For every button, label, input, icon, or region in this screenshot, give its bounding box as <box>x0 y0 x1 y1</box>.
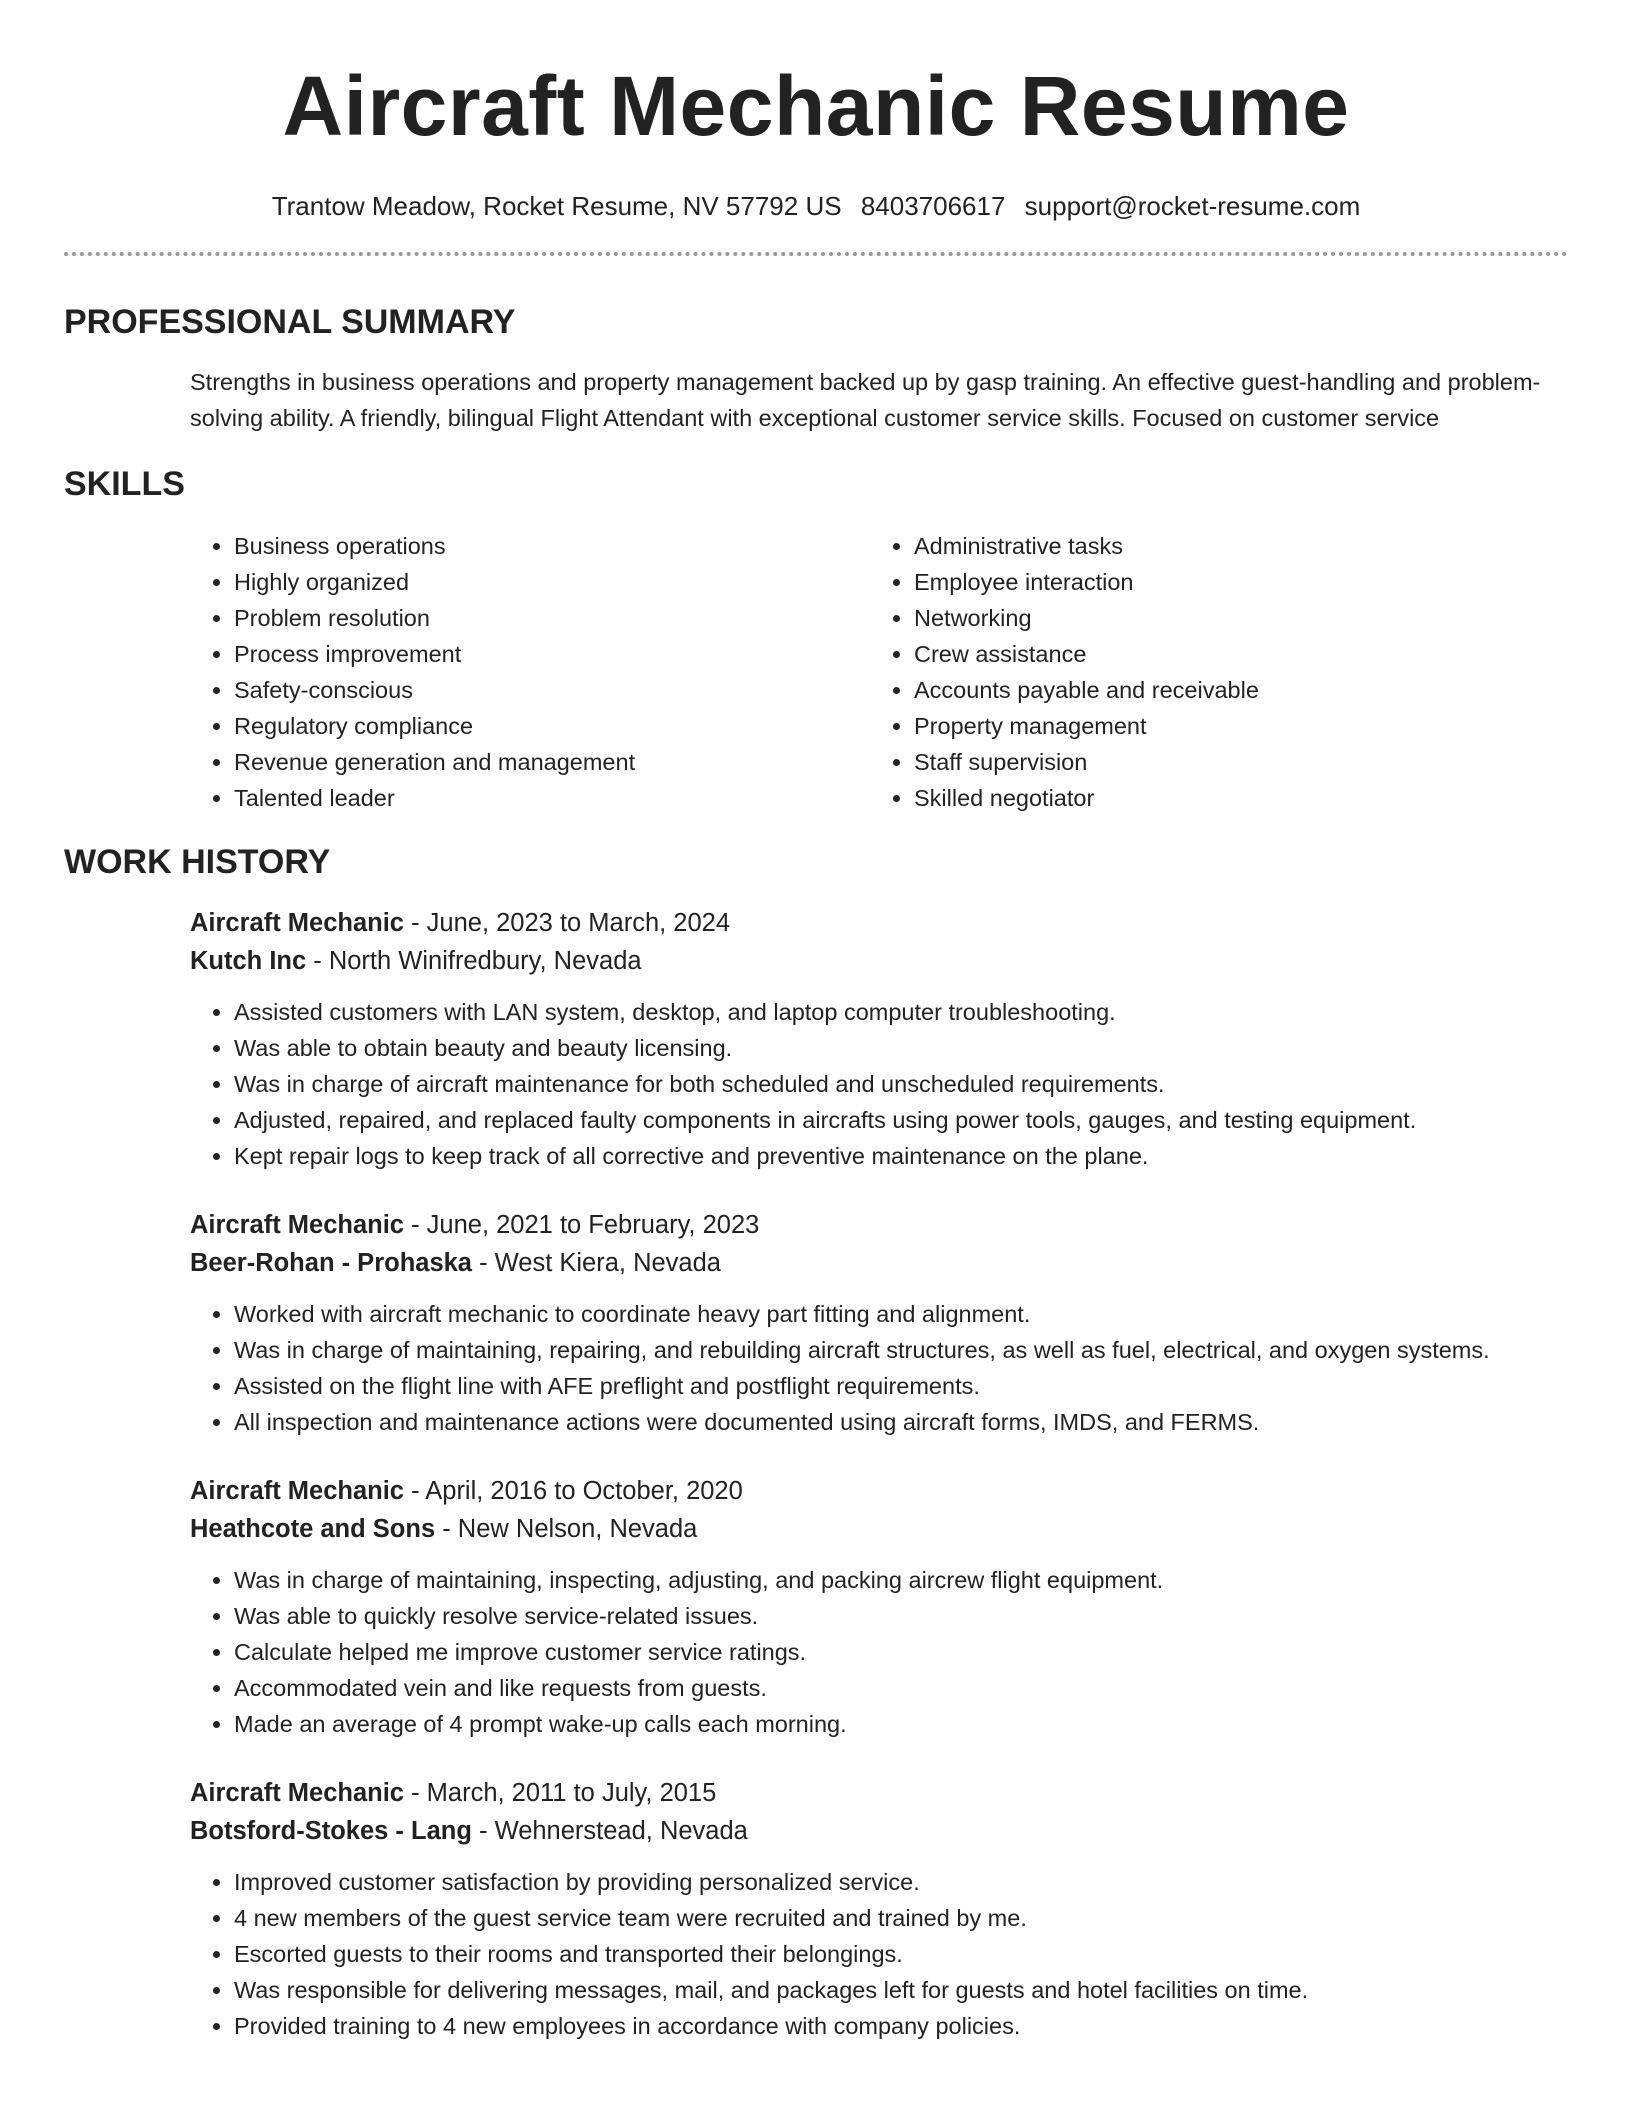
skills-column-left <box>190 528 870 816</box>
job-company-line <box>190 1510 1568 1548</box>
job-company: Heathcote and Sons <box>190 1515 436 1543</box>
skill-item: • Business operations <box>234 528 870 564</box>
job-entry <box>190 1472 1568 1742</box>
job-bullet: • Escorted guests to their rooms and transported their belongings. <box>234 1936 1568 1972</box>
contact-line <box>64 190 1568 222</box>
job-dates: - April, 2016 to October, 2020 <box>404 1477 743 1505</box>
summary-text: Strengths in business operations and property management backed up by gasp training. An effective guest-handling and problem-solving ability. A friendly, bilingual Flight Attendant with exceptional customer service skills. Focused on customer service <box>190 369 1541 431</box>
job-title-line <box>190 1472 1568 1510</box>
skill-item: • Talented leader <box>234 780 870 816</box>
job-company: Botsford-Stokes - Lang <box>190 1817 472 1845</box>
job-company: Kutch Inc <box>190 947 307 975</box>
job-entry <box>190 904 1568 1174</box>
skills-heading: SKILLS <box>64 465 185 503</box>
job-bullet: • Was responsible for delivering messages, mail, and packages left for guests and hotel facilities on time. <box>234 1972 1568 2008</box>
skill-item: • Crew assistance <box>914 636 1550 672</box>
job-bullet: • Worked with aircraft mechanic to coordinate heavy part fitting and alignment. <box>234 1296 1568 1332</box>
skill-item: • Process improvement <box>234 636 870 672</box>
job-location: - North Winifredbury, Nevada <box>306 947 642 975</box>
skill-item: • Skilled negotiator <box>914 780 1550 816</box>
skills-list <box>190 528 1568 816</box>
job-company-line <box>190 1244 1568 1282</box>
job-role: Aircraft Mechanic <box>190 1779 404 1807</box>
job-bullet: • Was able to obtain beauty and beauty licensing. <box>234 1030 1568 1066</box>
skill-item: • Regulatory compliance <box>234 708 870 744</box>
skill-item: • Revenue generation and management <box>234 744 870 780</box>
job-dates: - June, 2023 to March, 2024 <box>404 909 731 937</box>
job-bullets <box>190 1864 1568 2044</box>
job-dates: - June, 2021 to February, 2023 <box>404 1211 760 1239</box>
job-company: Beer-Rohan - Prohaska <box>190 1249 472 1277</box>
job-role: Aircraft Mechanic <box>190 909 404 937</box>
job-title-line <box>190 904 1568 942</box>
job-bullet: • 4 new members of the guest service team were recruited and trained by me. <box>234 1900 1568 1936</box>
skill-item: • Highly organized <box>234 564 870 600</box>
job-location: - Wehnerstead, Nevada <box>471 1817 748 1845</box>
header-divider <box>64 252 1568 256</box>
resume-page <box>64 0 1568 2044</box>
job-bullet: • Improved customer satisfaction by providing personalized service. <box>234 1864 1568 1900</box>
job-bullet: • Accommodated vein and like requests from guests. <box>234 1670 1568 1706</box>
skill-item: • Accounts payable and receivable <box>914 672 1550 708</box>
skill-item: • Property management <box>914 708 1550 744</box>
resume-title: Aircraft Mechanic Resume <box>282 59 1350 153</box>
skills-column-right <box>870 528 1550 816</box>
job-bullet: • Made an average of 4 prompt wake-up calls each morning. <box>234 1706 1568 1742</box>
job-entry <box>190 1206 1568 1440</box>
job-bullet: • Was in charge of maintaining, inspecting, adjusting, and packing aircrew flight equipment. <box>234 1562 1568 1598</box>
job-bullet: • Adjusted, repaired, and replaced faulty components in aircrafts using power tools, gauges, and testing equipment. <box>234 1102 1568 1138</box>
job-bullet: • All inspection and maintenance actions were documented using aircraft forms, IMDS, and FERMS. <box>234 1404 1568 1440</box>
work-history-heading: WORK HISTORY <box>64 843 331 881</box>
job-bullet: • Calculate helped me improve customer service ratings. <box>234 1634 1568 1670</box>
job-entry <box>190 1774 1568 2044</box>
skill-item: • Problem resolution <box>234 600 870 636</box>
contact-phone: 8403706617 <box>860 191 1006 221</box>
job-bullets <box>190 994 1568 1174</box>
job-bullet: • Was in charge of aircraft maintenance for both scheduled and unscheduled requirements. <box>234 1066 1568 1102</box>
job-bullet: • Was able to quickly resolve service-related issues. <box>234 1598 1568 1634</box>
job-company-line <box>190 942 1568 980</box>
job-bullets <box>190 1296 1568 1440</box>
job-bullet: • Kept repair logs to keep track of all corrective and preventive maintenance on the plane. <box>234 1138 1568 1174</box>
skill-item: • Networking <box>914 600 1550 636</box>
skill-item: • Employee interaction <box>914 564 1550 600</box>
skill-item: • Staff supervision <box>914 744 1550 780</box>
job-bullet: • Assisted customers with LAN system, desktop, and laptop computer troubleshooting. <box>234 994 1568 1030</box>
skill-item: • Safety-conscious <box>234 672 870 708</box>
job-role: Aircraft Mechanic <box>190 1477 404 1505</box>
job-bullets <box>190 1562 1568 1742</box>
summary-heading: PROFESSIONAL SUMMARY <box>64 303 516 341</box>
job-bullet: • Was in charge of maintaining, repairing, and rebuilding aircraft structures, as well as fuel, electrical, and oxygen systems. <box>234 1332 1568 1368</box>
job-dates: - March, 2011 to July, 2015 <box>404 1779 717 1807</box>
job-bullet: • Assisted on the flight line with AFE preflight and postflight requirements. <box>234 1368 1568 1404</box>
contact-address: Trantow Meadow, Rocket Resume, NV 57792 US <box>271 191 842 221</box>
job-location: - New Nelson, Nevada <box>435 1515 698 1543</box>
job-title-line <box>190 1206 1568 1244</box>
job-title-line <box>190 1774 1568 1812</box>
job-location: - West Kiera, Nevada <box>472 1249 721 1277</box>
skill-item: • Administrative tasks <box>914 528 1550 564</box>
job-role: Aircraft Mechanic <box>190 1211 404 1239</box>
job-company-line <box>190 1812 1568 1850</box>
contact-email: support@rocket-resume.com <box>1024 191 1361 221</box>
job-bullet: • Provided training to 4 new employees in accordance with company policies. <box>234 2008 1568 2044</box>
